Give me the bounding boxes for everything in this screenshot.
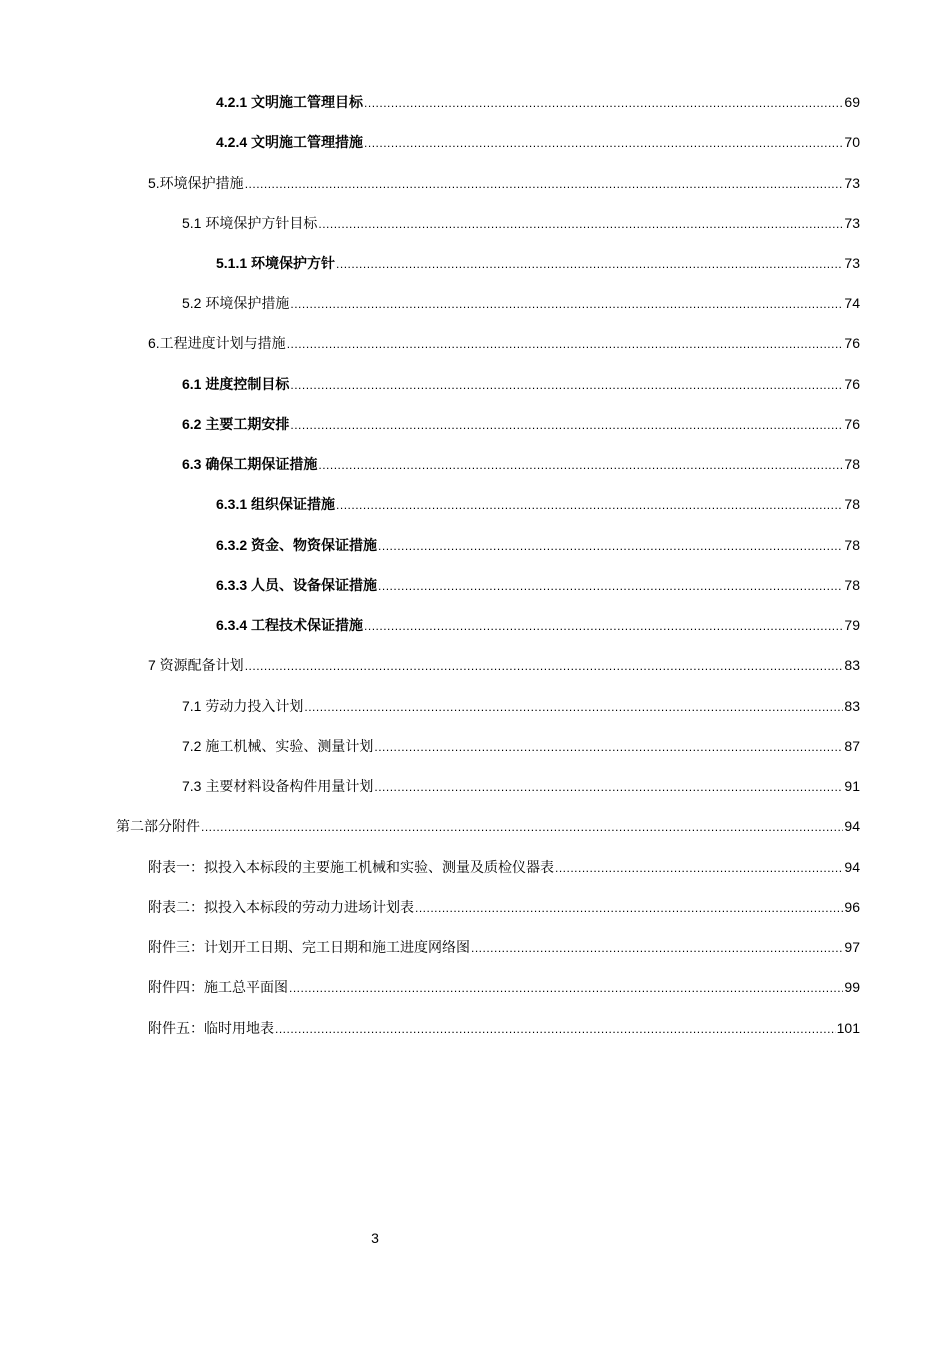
toc-entry-label: 7.3 主要材料设备构件用量计划 [182, 778, 374, 794]
toc-entry-page: 78 [844, 456, 860, 472]
toc-entry-page: 91 [844, 778, 860, 794]
toc-entry-label: 5.环境保护措施 [148, 175, 244, 191]
toc-leader [555, 855, 843, 880]
toc-entry-page: 76 [844, 416, 860, 432]
toc-entry-label: 6.工程进度计划与措施 [148, 335, 286, 351]
toc-entry[interactable] [182, 211, 860, 235]
toc-entry[interactable] [216, 573, 860, 597]
toc-entry[interactable] [216, 533, 860, 557]
toc-leader [336, 251, 843, 276]
toc-entry-page: 70 [844, 134, 860, 150]
toc-entry-page: 73 [844, 175, 860, 191]
toc-entry-label: 5.1.1 环境保护方针 [216, 255, 336, 271]
toc-entry[interactable] [116, 814, 860, 838]
toc-entry-label: 6.2 主要工期安排 [182, 416, 290, 432]
toc-entry-page: 101 [836, 1020, 860, 1036]
toc-entry[interactable] [216, 90, 860, 114]
toc-entry-label: 附件四：施工总平面图 [148, 979, 288, 995]
toc-entry-page: 78 [844, 496, 860, 512]
toc-entry-label: 7 资源配备计划 [148, 657, 244, 673]
toc-entry-label: 4.2.1 文明施工管理目标 [216, 94, 364, 110]
toc-entry-page: 99 [844, 979, 860, 995]
toc-leader [245, 171, 844, 196]
toc-entry-label: 附表二：拟投入本标段的劳动力进场计划表 [148, 899, 414, 915]
toc-entry[interactable] [216, 130, 860, 154]
toc-entry[interactable] [148, 855, 860, 879]
toc-entry-page: 94 [844, 859, 860, 875]
toc-entry-label: 第二部分附件 [116, 818, 200, 834]
toc-leader [364, 90, 843, 115]
toc-leader [364, 130, 843, 155]
toc-entry-label: 4.2.4 文明施工管理措施 [216, 134, 364, 150]
toc-entry-label: 6.3.1 组织保证措施 [216, 496, 336, 512]
toc-entry[interactable] [216, 613, 860, 637]
toc-leader [290, 412, 843, 437]
toc-entry[interactable] [148, 171, 860, 195]
toc-leader [318, 211, 843, 236]
toc-entry-label: 6.1 进度控制目标 [182, 376, 290, 392]
toc-leader [201, 814, 843, 839]
toc-entry-label: 附件五：临时用地表 [148, 1020, 274, 1036]
toc-leader [290, 291, 843, 316]
toc-entry-page: 79 [844, 617, 860, 633]
toc-entry-label: 5.1 环境保护方针目标 [182, 215, 318, 231]
toc-entry-page: 97 [844, 939, 860, 955]
page-number: 3 [371, 1230, 379, 1246]
toc-leader [374, 774, 843, 799]
toc-entry[interactable] [182, 291, 860, 315]
toc-leader [275, 1016, 836, 1041]
toc-leader [245, 653, 844, 678]
toc-entry-page: 69 [844, 94, 860, 110]
toc-entry[interactable] [216, 251, 860, 275]
toc-entry[interactable] [148, 975, 860, 999]
toc-leader [336, 492, 843, 517]
toc-entry[interactable] [182, 694, 860, 718]
toc-leader [471, 935, 843, 960]
toc-entry[interactable] [148, 895, 860, 919]
toc-leader [415, 895, 843, 920]
toc-entry[interactable] [216, 492, 860, 516]
toc-leader [378, 573, 843, 598]
toc-leader [289, 975, 843, 1000]
toc-leader [364, 613, 843, 638]
toc-leader [287, 331, 844, 356]
toc-entry-page: 78 [844, 537, 860, 553]
toc-entry[interactable] [148, 331, 860, 355]
toc-entry-page: 94 [844, 818, 860, 834]
toc-leader [304, 694, 843, 719]
toc-entry-label: 6.3.2 资金、物资保证措施 [216, 537, 378, 553]
toc-entry-label: 附件三：计划开工日期、完工日期和施工进度网络图 [148, 939, 470, 955]
toc-entry-page: 74 [844, 295, 860, 311]
toc-entry-page: 76 [844, 376, 860, 392]
toc-entry[interactable] [148, 935, 860, 959]
toc-entry[interactable] [182, 774, 860, 798]
toc-leader [290, 372, 843, 397]
toc-entry-label: 7.1 劳动力投入计划 [182, 698, 304, 714]
toc-entry-page: 73 [844, 255, 860, 271]
toc-leader [374, 734, 843, 759]
toc-entry-page: 76 [844, 335, 860, 351]
toc-entry-page: 83 [844, 657, 860, 673]
toc-entry[interactable] [182, 452, 860, 476]
toc-entry-label: 5.2 环境保护措施 [182, 295, 290, 311]
toc-entry-page: 78 [844, 577, 860, 593]
toc-entry[interactable] [148, 653, 860, 677]
toc-entry-page: 83 [844, 698, 860, 714]
toc-entry-label: 6.3.3 人员、设备保证措施 [216, 577, 378, 593]
toc-entry-label: 6.3.4 工程技术保证措施 [216, 617, 364, 633]
toc-entry-page: 96 [844, 899, 860, 915]
toc-entry-page: 73 [844, 215, 860, 231]
toc-entry-label: 7.2 施工机械、实验、测量计划 [182, 738, 374, 754]
toc-leader [378, 533, 843, 558]
toc-entry[interactable] [148, 1016, 860, 1040]
toc-entry[interactable] [182, 412, 860, 436]
toc-entry[interactable] [182, 372, 860, 396]
toc-entry-page: 87 [844, 738, 860, 754]
toc-entry[interactable] [182, 734, 860, 758]
toc-leader [318, 452, 843, 477]
toc-entry-label: 附表一：拟投入本标段的主要施工机械和实验、测量及质检仪器表 [148, 859, 554, 875]
toc-entry-label: 6.3 确保工期保证措施 [182, 456, 318, 472]
